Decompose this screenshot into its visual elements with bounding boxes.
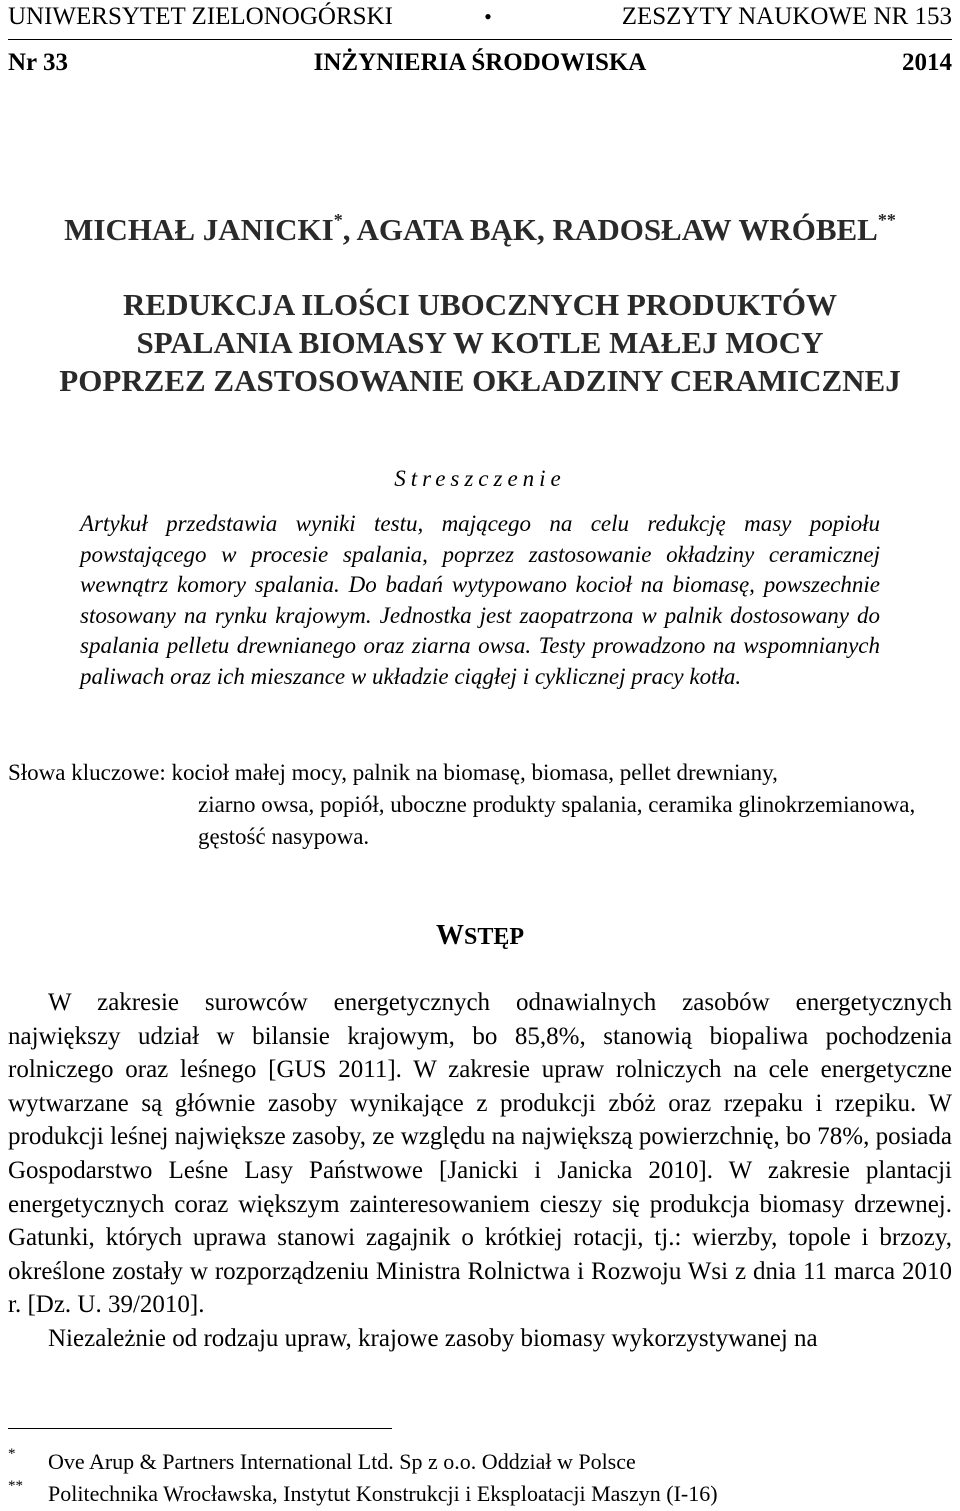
series-name: ZESZYTY NAUKOWE NR 153 [621, 3, 952, 30]
section-rest: STĘP [463, 924, 525, 950]
abstract-text: Artykuł przedstawia wyniki testu, mającego na celu redukcję masy popiołu powstającego w procesie spalania, poprzez zastosowanie okładziny ceramicznej wewnątrz komory spalania. Do badań wytypowano kocioł na biomasę, powszechnie stosowany na rynku krajowym. Jednostka jest zaopatrzona w palnik dostosowany do spalania pelletu drewnianego oraz ziarna owsa. Testy prowadzono na wspomnianych paliwach oraz ich mieszance w układzie ciągłej i cyklicznej pracy kotła. [80, 511, 880, 689]
year: 2014 [902, 49, 952, 76]
author-rest: , AGATA BĄK, RADOSŁAW WRÓBEL [342, 212, 878, 247]
footnote-mark: * [8, 1446, 16, 1462]
keywords-continuation: ziarno owsa, popiół, uboczne produkty spalania, ceramika glinokrzemianowa, gęstość nasypowa. [198, 792, 916, 849]
keywords-first-line: kocioł małej mocy, palnik na biomasę, biomasa, pellet drewniany, [171, 760, 778, 785]
footnote-mark-1: * [333, 210, 343, 230]
keywords [8, 757, 952, 849]
footnote-mark-2: ** [877, 210, 896, 230]
university-name: UNIWERSYTET ZIELONOGÓRSKI [8, 3, 393, 30]
keywords-label: Słowa kluczowe: [8, 760, 166, 785]
paragraph: Niezależnie od rodzaju upraw, krajowe zasoby biomasy wykorzystywanej na [48, 1324, 818, 1352]
running-header [8, 2, 952, 32]
author-first: MICHAŁ JANICKI [64, 212, 334, 247]
paper-title [0, 286, 960, 400]
footnote-text: Politechnika Wrocławska, Instytut Konstrukcji i Eksploatacji Maszyn (I-16) [48, 1481, 718, 1506]
title-line: SPALANIA BIOMASY W KOTLE MAŁEJ MOCY [136, 325, 824, 360]
section-initial: W [435, 920, 464, 951]
discipline: INŻYNIERIA ŚRODOWISKA [313, 49, 647, 76]
footnote-mark: ** [8, 1478, 23, 1494]
header-bullet: • [484, 4, 492, 29]
body-text [8, 986, 952, 1356]
section-heading [0, 920, 960, 953]
abstract-heading: Streszczenie [394, 466, 566, 491]
authors [0, 210, 960, 248]
footnote-text: Ove Arup & Partners International Ltd. Sp z o.o. Oddział w Polsce [48, 1449, 636, 1474]
footnote-rule [8, 1428, 392, 1429]
issue-header [8, 48, 952, 78]
issue-number: Nr 33 [8, 49, 68, 76]
title-line: POPRZEZ ZASTOSOWANIE OKŁADZINY CERAMICZNEJ [59, 363, 901, 398]
header-rule [8, 39, 952, 40]
title-line: REDUKCJA ILOŚCI UBOCZNYCH PRODUKTÓW [123, 287, 837, 322]
paragraph: W zakresie surowców energetycznych odnawialnych zasobów energetycznych największy udział w bilansie krajowym, bo 85,8%, stanowią biopaliwa pochodzenia rolniczego oraz leśnego [GUS 2011]. W zakresie upraw rolniczych na cele energetyczne wytwarzane są głównie zasoby wynikające z produkcji zbóż oraz rzepaku i rzepiku. W produkcji leśnej największe zasoby, ze względu na największą powierzchnię, bo 78%, posiada Gospodarstwo Leśne Lasy Państwowe [Janicki i Janicka 2010]. W zakresie plantacji energetycznych coraz większym zainteresowaniem cieszy się produkcja biomasy drzewnej. Gatunki, których uprawa stanowi zagajnik o krótkiej rotacji, tj.: wierzby, topole i brzozy, określone zostały w rozporządzeniu Ministra Rolnictwa i Rozwoju Wsi z dnia 11 marca 2010 r. [Dz. U. 39/2010]. [8, 989, 952, 1319]
